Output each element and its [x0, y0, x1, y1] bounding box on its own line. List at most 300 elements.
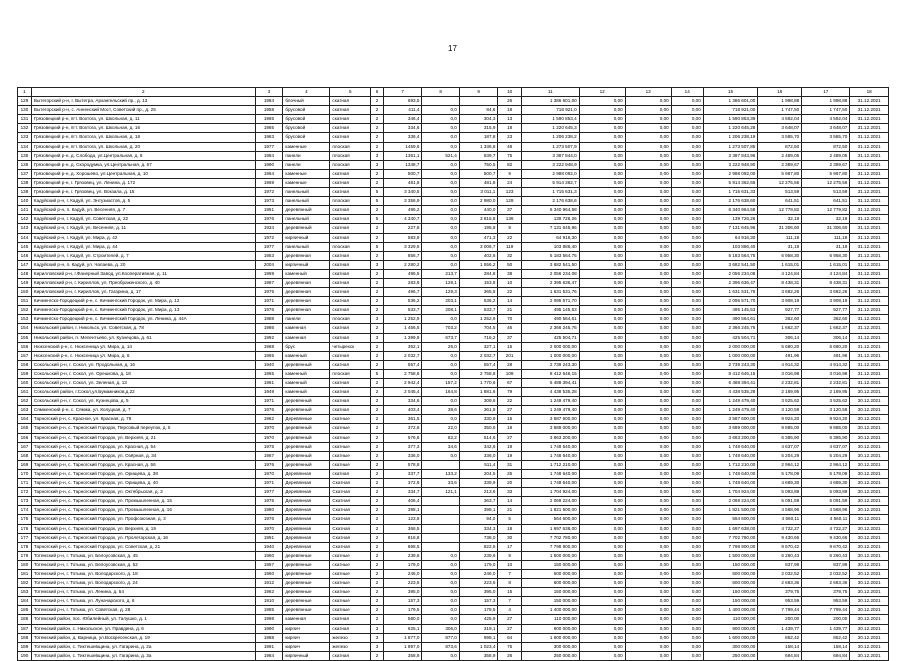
table-cell: 2 280,2: [383, 260, 422, 269]
table-row: [18, 188, 889, 197]
table-cell: деревянные: [283, 588, 330, 597]
table-cell: 398,1: [459, 506, 498, 515]
column-number: 8: [422, 88, 459, 97]
table-cell: 2: [371, 351, 384, 360]
table-cell: 372,6: [383, 424, 422, 433]
table-cell: 1912: [255, 579, 283, 588]
table-cell: [422, 497, 459, 506]
table-cell: 223,6: [459, 579, 498, 588]
table-cell: деревянный: [283, 360, 330, 369]
table-cell: Скатная: [330, 488, 371, 497]
table-cell: скатная: [330, 397, 371, 406]
table-cell: 110 000,00: [703, 615, 758, 624]
table-row: [18, 333, 889, 342]
table-cell: 1 770,6: [459, 379, 498, 388]
table-cell: 0,00: [671, 388, 703, 397]
table-cell: 4 689,30: [802, 479, 850, 488]
table-cell: панели: [283, 160, 330, 169]
table-cell: 1348,7: [383, 160, 422, 169]
table-cell: 718 921,00: [703, 106, 758, 115]
table-cell: деревянная: [283, 306, 330, 315]
table-cell: 18: [498, 106, 522, 115]
table-cell: 2: [371, 506, 384, 515]
table-cell: 1987: [255, 278, 283, 287]
table-cell: 2: [371, 233, 384, 242]
table-cell: 2 169,95: [802, 388, 850, 397]
table-cell: 1 500 000,00: [521, 551, 579, 560]
table-cell: 1 747,50: [758, 106, 802, 115]
table-cell: 330,9: [459, 415, 498, 424]
table-cell: 2: [371, 360, 384, 369]
table-cell: Скатная: [330, 542, 371, 551]
table-cell: 1985: [255, 606, 283, 615]
table-cell: 25: [498, 469, 522, 478]
table-cell: каменный: [283, 369, 330, 378]
table-cell: 0,00: [579, 588, 625, 597]
table-cell: 32,19: [802, 215, 850, 224]
table-cell: 496,5: [383, 269, 422, 278]
table-cell: 7 702 780,00: [703, 533, 758, 542]
table-row: [18, 451, 889, 460]
table-cell: 10: [498, 560, 522, 569]
table-cell: 94,0: [459, 515, 498, 524]
table-cell: 28: [498, 360, 522, 369]
table-cell: 514,6: [459, 433, 498, 442]
table-cell: 0,00: [671, 151, 703, 160]
table-cell: 822,5: [459, 542, 498, 551]
table-cell: 0,00: [579, 515, 625, 524]
table-cell: 0,00: [671, 106, 703, 115]
table-cell: Тотемский р-н, г. Тотьма, ул. Володарского, д. 18: [31, 569, 255, 578]
table-cell: скатные: [330, 560, 371, 569]
table-cell: 1970: [255, 433, 283, 442]
table-cell: 2: [371, 533, 384, 542]
table-cell: 15: [498, 415, 522, 424]
table-cell: 0,0: [422, 233, 459, 242]
table-cell: 9 924,20: [802, 415, 850, 424]
table-cell: 7: [498, 597, 522, 606]
table-cell: 31.12.2021: [850, 342, 889, 351]
table-cell: 2: [371, 142, 384, 151]
table-cell: 5 914 362,7: [521, 178, 579, 187]
table-cell: 0,00: [671, 588, 703, 597]
table-cell: 336,0: [383, 451, 422, 460]
table-cell: 31.12.2021: [850, 333, 889, 342]
table-cell: 25,0: [422, 342, 459, 351]
table-row: [18, 315, 889, 324]
table-cell: 0,00: [625, 506, 671, 515]
table-cell: панели: [283, 315, 330, 324]
table-cell: 4 914,32: [758, 360, 802, 369]
table-cell: 1 456,5: [383, 324, 422, 333]
table-cell: 246,0: [383, 569, 422, 578]
table-cell: 500 000,00: [703, 569, 758, 578]
table-cell: 0,0: [422, 606, 459, 615]
table-cell: 694,84: [758, 651, 802, 660]
table-cell: деревянный: [283, 206, 330, 215]
table-cell: 0,00: [579, 324, 625, 333]
table-cell: 3 387 843,96: [703, 151, 758, 160]
table-cell: 1 715 631,33: [703, 188, 758, 197]
table-cell: 533,7: [383, 306, 422, 315]
table-cell: 379,75: [758, 588, 802, 597]
table-cell: 6 488 394,41: [703, 379, 758, 388]
table-cell: Тарногский р-н, с. Тарногский Городок, Персовый переулок, д. 5: [31, 424, 255, 433]
table-row: [18, 615, 889, 624]
table-cell: 2 389,67: [758, 160, 802, 169]
column-number: 5: [330, 88, 371, 97]
table-cell: 0,00: [671, 342, 703, 351]
table-cell: 3 682,26: [802, 288, 850, 297]
table-cell: скатная: [330, 624, 371, 633]
table-cell: 3 006,7: [459, 242, 498, 251]
table-cell: 1971: [255, 479, 283, 488]
table-cell: 150 000,00: [703, 597, 758, 606]
table-cell: 3: [371, 160, 384, 169]
table-row: [18, 242, 889, 251]
table-cell: 31.12.2021: [850, 151, 889, 160]
table-cell: 150 000,00: [521, 597, 579, 606]
table-cell: 31.12.2021: [850, 206, 889, 215]
table-cell: Тарногский р-н, с. Тарногский Городок, ул. Красная, д. 56: [31, 460, 255, 469]
table-cell: 5: [371, 188, 384, 197]
table-cell: 1969: [255, 269, 283, 278]
table-cell: 1984: [255, 651, 283, 660]
table-cell: 160: [18, 379, 32, 388]
table-cell: 1972: [255, 233, 283, 242]
table-cell: скатная: [330, 379, 371, 388]
table-cell: 12 275,56: [802, 178, 850, 187]
table-cell: 1971: [255, 397, 283, 406]
table-cell: 4 637,07: [758, 442, 802, 451]
table-cell: 179,0: [383, 560, 422, 569]
table-cell: 1965: [255, 369, 283, 378]
table-cell: 143: [18, 224, 32, 233]
table-cell: 1998: [255, 615, 283, 624]
table-cell: 18: [498, 424, 522, 433]
table-cell: 3 663 200,00: [521, 433, 579, 442]
table-cell: 0,0: [422, 169, 459, 178]
table-cell: Грязовецкий р-н, пгт. Вохтога, ул. Школьная, д. 18: [31, 133, 255, 142]
table-cell: [422, 524, 459, 533]
table-row: [18, 142, 889, 151]
table-cell: 227,8: [383, 224, 422, 233]
table-cell: 583,9: [383, 233, 422, 242]
table-cell: 1459,6: [383, 142, 422, 151]
table-cell: 70: [498, 315, 522, 324]
table-cell: 5 204,29: [758, 451, 802, 460]
table-cell: 1 712 210,00: [703, 460, 758, 469]
table-row: [18, 597, 889, 606]
table-cell: 0,0: [422, 160, 459, 169]
table-cell: 0,00: [579, 497, 625, 506]
table-cell: 31.12.2021: [850, 251, 889, 260]
table-cell: 0,00: [671, 133, 703, 142]
table-cell: Скатная: [330, 479, 371, 488]
table-cell: 4 568,96: [802, 506, 850, 515]
table-cell: 30.12.2021: [850, 488, 889, 497]
table-cell: каменные: [283, 178, 330, 187]
table-cell: 0,00: [671, 460, 703, 469]
table-cell: 5 178,09: [758, 469, 802, 478]
table-cell: 6 488 394,41: [521, 379, 579, 388]
table-cell: 872,50: [758, 142, 802, 151]
table-cell: 4 438 535,28: [703, 388, 758, 397]
table-cell: 0,00: [671, 269, 703, 278]
table-cell: кирпич: [283, 624, 330, 633]
table-cell: Грязовецкий р-н, пгт. Вохтога, ул. Школьная, д. 20: [31, 142, 255, 151]
table-row: [18, 169, 889, 178]
table-cell: 2: [371, 269, 384, 278]
table-cell: 132: [18, 124, 32, 133]
table-cell: каменный: [283, 351, 330, 360]
table-cell: 2: [371, 133, 384, 142]
table-cell: 0,0: [422, 451, 459, 460]
table-row: [18, 642, 889, 651]
table-cell: 31.12.2021: [850, 197, 889, 206]
table-cell: 1976: [255, 215, 283, 224]
table-cell: 0,00: [579, 251, 625, 260]
table-cell: 0,00: [625, 315, 671, 324]
table-cell: 0,00: [671, 469, 703, 478]
table-cell: 1 897,0: [383, 642, 422, 651]
table-cell: 600 000,00: [703, 579, 758, 588]
table-cell: 0,00: [579, 278, 625, 287]
table-cell: 9 670,42: [758, 542, 802, 551]
table-cell: 0,00: [625, 597, 671, 606]
table-cell: 9: [498, 169, 522, 178]
table-cell: 0,00: [579, 597, 625, 606]
table-cell: 30.12.2021: [850, 415, 889, 424]
table-cell: скатная: [330, 206, 371, 215]
table-cell: 1969: [255, 178, 283, 187]
table-cell: 0,00: [625, 342, 671, 351]
table-row: [18, 579, 889, 588]
table-cell: 1980: [255, 506, 283, 515]
table-cell: 0,00: [625, 424, 671, 433]
table-cell: 2 056 234,08: [703, 269, 758, 278]
table-cell: [422, 515, 459, 524]
table-cell: 9 885,00: [758, 424, 802, 433]
table-cell: 0,00: [625, 333, 671, 342]
table-cell: 203,1: [422, 297, 459, 306]
table-cell: 0,00: [579, 269, 625, 278]
table-cell: 0,00: [671, 142, 703, 151]
table-cell: 0,0: [422, 206, 459, 215]
table-cell: 182: [18, 579, 32, 588]
table-cell: 0,00: [671, 451, 703, 460]
table-cell: 0,00: [671, 206, 703, 215]
table-cell: 0,00: [579, 160, 625, 169]
table-cell: 30.12.2021: [850, 560, 889, 569]
table-cell: 0,00: [579, 197, 625, 206]
table-cell: Тарногский р-н, с. Тарногский Городок, ул. Промышленная, д. 15: [31, 497, 255, 506]
table-cell: 2: [371, 597, 384, 606]
table-cell: 186: [18, 615, 32, 624]
table-cell: 0,00: [579, 569, 625, 578]
table-cell: 837,99: [802, 560, 850, 569]
table-cell: 79: [498, 388, 522, 397]
table-cell: 204,5: [459, 469, 498, 478]
table-cell: 14: [498, 297, 522, 306]
table-cell: 0,00: [671, 415, 703, 424]
table-cell: 283,9: [383, 278, 422, 287]
table-row: [18, 633, 889, 642]
table-cell: Грязовецкий р-н, г. Грязовец, ул. Вокзала, д. 15: [31, 188, 255, 197]
table-cell: 30.12.2021: [850, 651, 889, 660]
table-cell: Деревянная: [283, 506, 330, 515]
table-cell: 150 000,00: [521, 560, 579, 569]
table-cell: 2 032,52: [802, 569, 850, 578]
table-cell: 0,00: [671, 178, 703, 187]
table-cell: Тарногский р-н, с. Тарногский Городок, ул. Профсоюзная, д. 3: [31, 515, 255, 524]
table-cell: 0,0: [422, 260, 459, 269]
table-cell: [422, 533, 459, 542]
table-cell: 37: [498, 206, 522, 215]
table-cell: 250 000,00: [521, 651, 579, 660]
table-cell: деревянная: [283, 288, 330, 297]
table-cell: 0,00: [671, 642, 703, 651]
table-cell: каменная: [283, 333, 330, 342]
table-cell: 158,14: [802, 642, 850, 651]
table-cell: 5 183 564,75: [703, 251, 758, 260]
table-cell: 0,00: [625, 260, 671, 269]
table-cell: 2: [371, 615, 384, 624]
table-cell: 0,00: [671, 615, 703, 624]
table-cell: плоская: [330, 315, 371, 324]
table-cell: 2: [371, 297, 384, 306]
table-cell: 0,00: [625, 497, 671, 506]
table-cell: 346,4: [383, 115, 422, 124]
table-cell: 2: [371, 451, 384, 460]
table-cell: Кадуйский р-н, г. Кадуй, ул. Советская, д. 22: [31, 215, 255, 224]
table-cell: 31.12.2021: [850, 288, 889, 297]
table-cell: 0,00: [625, 297, 671, 306]
table-cell: 0,00: [625, 115, 671, 124]
table-cell: 2: [371, 324, 384, 333]
table-cell: 2: [371, 606, 384, 615]
table-cell: Грязовецкий р-н, д. Слобода, ул.Центральная, д. 8: [31, 151, 255, 160]
table-cell: 402,6: [459, 251, 498, 260]
table-cell: 2: [371, 406, 384, 415]
table-cell: 111,18: [802, 233, 850, 242]
table-cell: 1 439,77: [802, 624, 850, 633]
table-cell: 121,1: [422, 488, 459, 497]
table-cell: 2 964,12: [802, 460, 850, 469]
table-cell: Тарногский р-н, с. Тарногский Городок, ул. Озёрная, д. 34: [31, 451, 255, 460]
table-cell: 837,99: [758, 560, 802, 569]
table-cell: 31.12.2021: [850, 133, 889, 142]
table-cell: деревянная: [283, 297, 330, 306]
table-cell: 48: [498, 142, 522, 151]
table-cell: 34,6: [422, 442, 459, 451]
table-cell: 1967: [255, 451, 283, 460]
table-cell: 0,0: [422, 133, 459, 142]
table-cell: Сямженский р-н, с. Сямжа, ул. Колуцкая, д. 7: [31, 406, 255, 415]
table-cell: скатная: [330, 297, 371, 306]
table-cell: 0,00: [579, 615, 625, 624]
table-cell: 927,77: [758, 306, 802, 315]
table-cell: 157,2: [422, 379, 459, 388]
table-cell: 30.12.2021: [850, 424, 889, 433]
table-cell: 379,75: [802, 588, 850, 597]
table-cell: 953,59: [758, 597, 802, 606]
table-cell: деревянный: [283, 442, 330, 451]
table-cell: 0,00: [579, 124, 625, 133]
table-cell: Тарногский р-н, с. Тарногский Городок, ул. Октябрьская, д. 3: [31, 488, 255, 497]
table-cell: 157,3: [459, 597, 498, 606]
table-cell: 3 016,98: [802, 369, 850, 378]
table-cell: 3 682 541,50: [703, 260, 758, 269]
table-cell: 0,00: [671, 124, 703, 133]
table-cell: 9: [498, 224, 522, 233]
table-cell: 31.12.2021: [850, 169, 889, 178]
table-cell: 0,00: [579, 142, 625, 151]
table-cell: 0,00: [579, 206, 625, 215]
table-cell: 0,00: [579, 651, 625, 660]
table-cell: Тотемский р-н, г. Тотьма, ул. Володарского, д. 24: [31, 579, 255, 588]
table-cell: 1970: [255, 524, 283, 533]
table-cell: 536,2: [383, 297, 422, 306]
table-cell: 3 525,62: [758, 397, 802, 406]
table-cell: 0,00: [625, 160, 671, 169]
table-row: [18, 269, 889, 278]
table-cell: 30.12.2021: [850, 642, 889, 651]
table-cell: 1 386 601,00: [703, 97, 758, 106]
table-cell: 0,00: [579, 542, 625, 551]
table-cell: 190: [18, 651, 32, 660]
table-cell: 30.12.2021: [850, 551, 889, 560]
table-cell: 8 438,31: [802, 278, 850, 287]
table-cell: каменный: [283, 379, 330, 388]
table-cell: скатные: [330, 442, 371, 451]
table-cell: 3 585,70: [802, 133, 850, 142]
table-cell: 3 222 948,9: [521, 160, 579, 169]
table-cell: 0,00: [671, 560, 703, 569]
table-cell: 180: [18, 560, 32, 569]
table-cell: 30.12.2021: [850, 397, 889, 406]
table-cell: брусовой: [283, 133, 330, 142]
column-number: 18: [850, 88, 889, 97]
table-cell: Тотемский р-н, г. Тотьма, ул. Белоусовская, д. 52: [31, 560, 255, 569]
table-cell: 0,00: [625, 124, 671, 133]
table-cell: 138: [18, 178, 32, 187]
table-cell: Деревянная: [283, 524, 330, 533]
table-cell: 103 886,40: [521, 242, 579, 251]
table-cell: 304,3: [459, 115, 498, 124]
table-cell: 134: [18, 142, 32, 151]
table-cell: 1965: [255, 115, 283, 124]
table-cell: 0,00: [579, 288, 625, 297]
table-cell: 0,0: [422, 369, 459, 378]
table-cell: 2: [371, 206, 384, 215]
table-cell: 30.12.2021: [850, 606, 889, 615]
table-cell: 13: [498, 115, 522, 124]
table-cell: 1975: [255, 288, 283, 297]
table-cell: деревянные: [283, 597, 330, 606]
table-cell: 4 637,07: [802, 442, 850, 451]
table-cell: скатная: [330, 188, 371, 197]
table-cell: 0,0: [422, 351, 459, 360]
table-cell: скатная: [330, 388, 371, 397]
table-cell: 2: [371, 306, 384, 315]
table-cell: 490 564,61: [521, 315, 579, 324]
table-cell: 0,00: [579, 624, 625, 633]
table-cell: 0,00: [671, 397, 703, 406]
table-cell: 31.12.2021: [850, 115, 889, 124]
table-cell: Кадуйский р-н, п. Кадуй, ул. Чапаева, д. 20: [31, 260, 255, 269]
table-cell: 425 504,71: [703, 333, 758, 342]
